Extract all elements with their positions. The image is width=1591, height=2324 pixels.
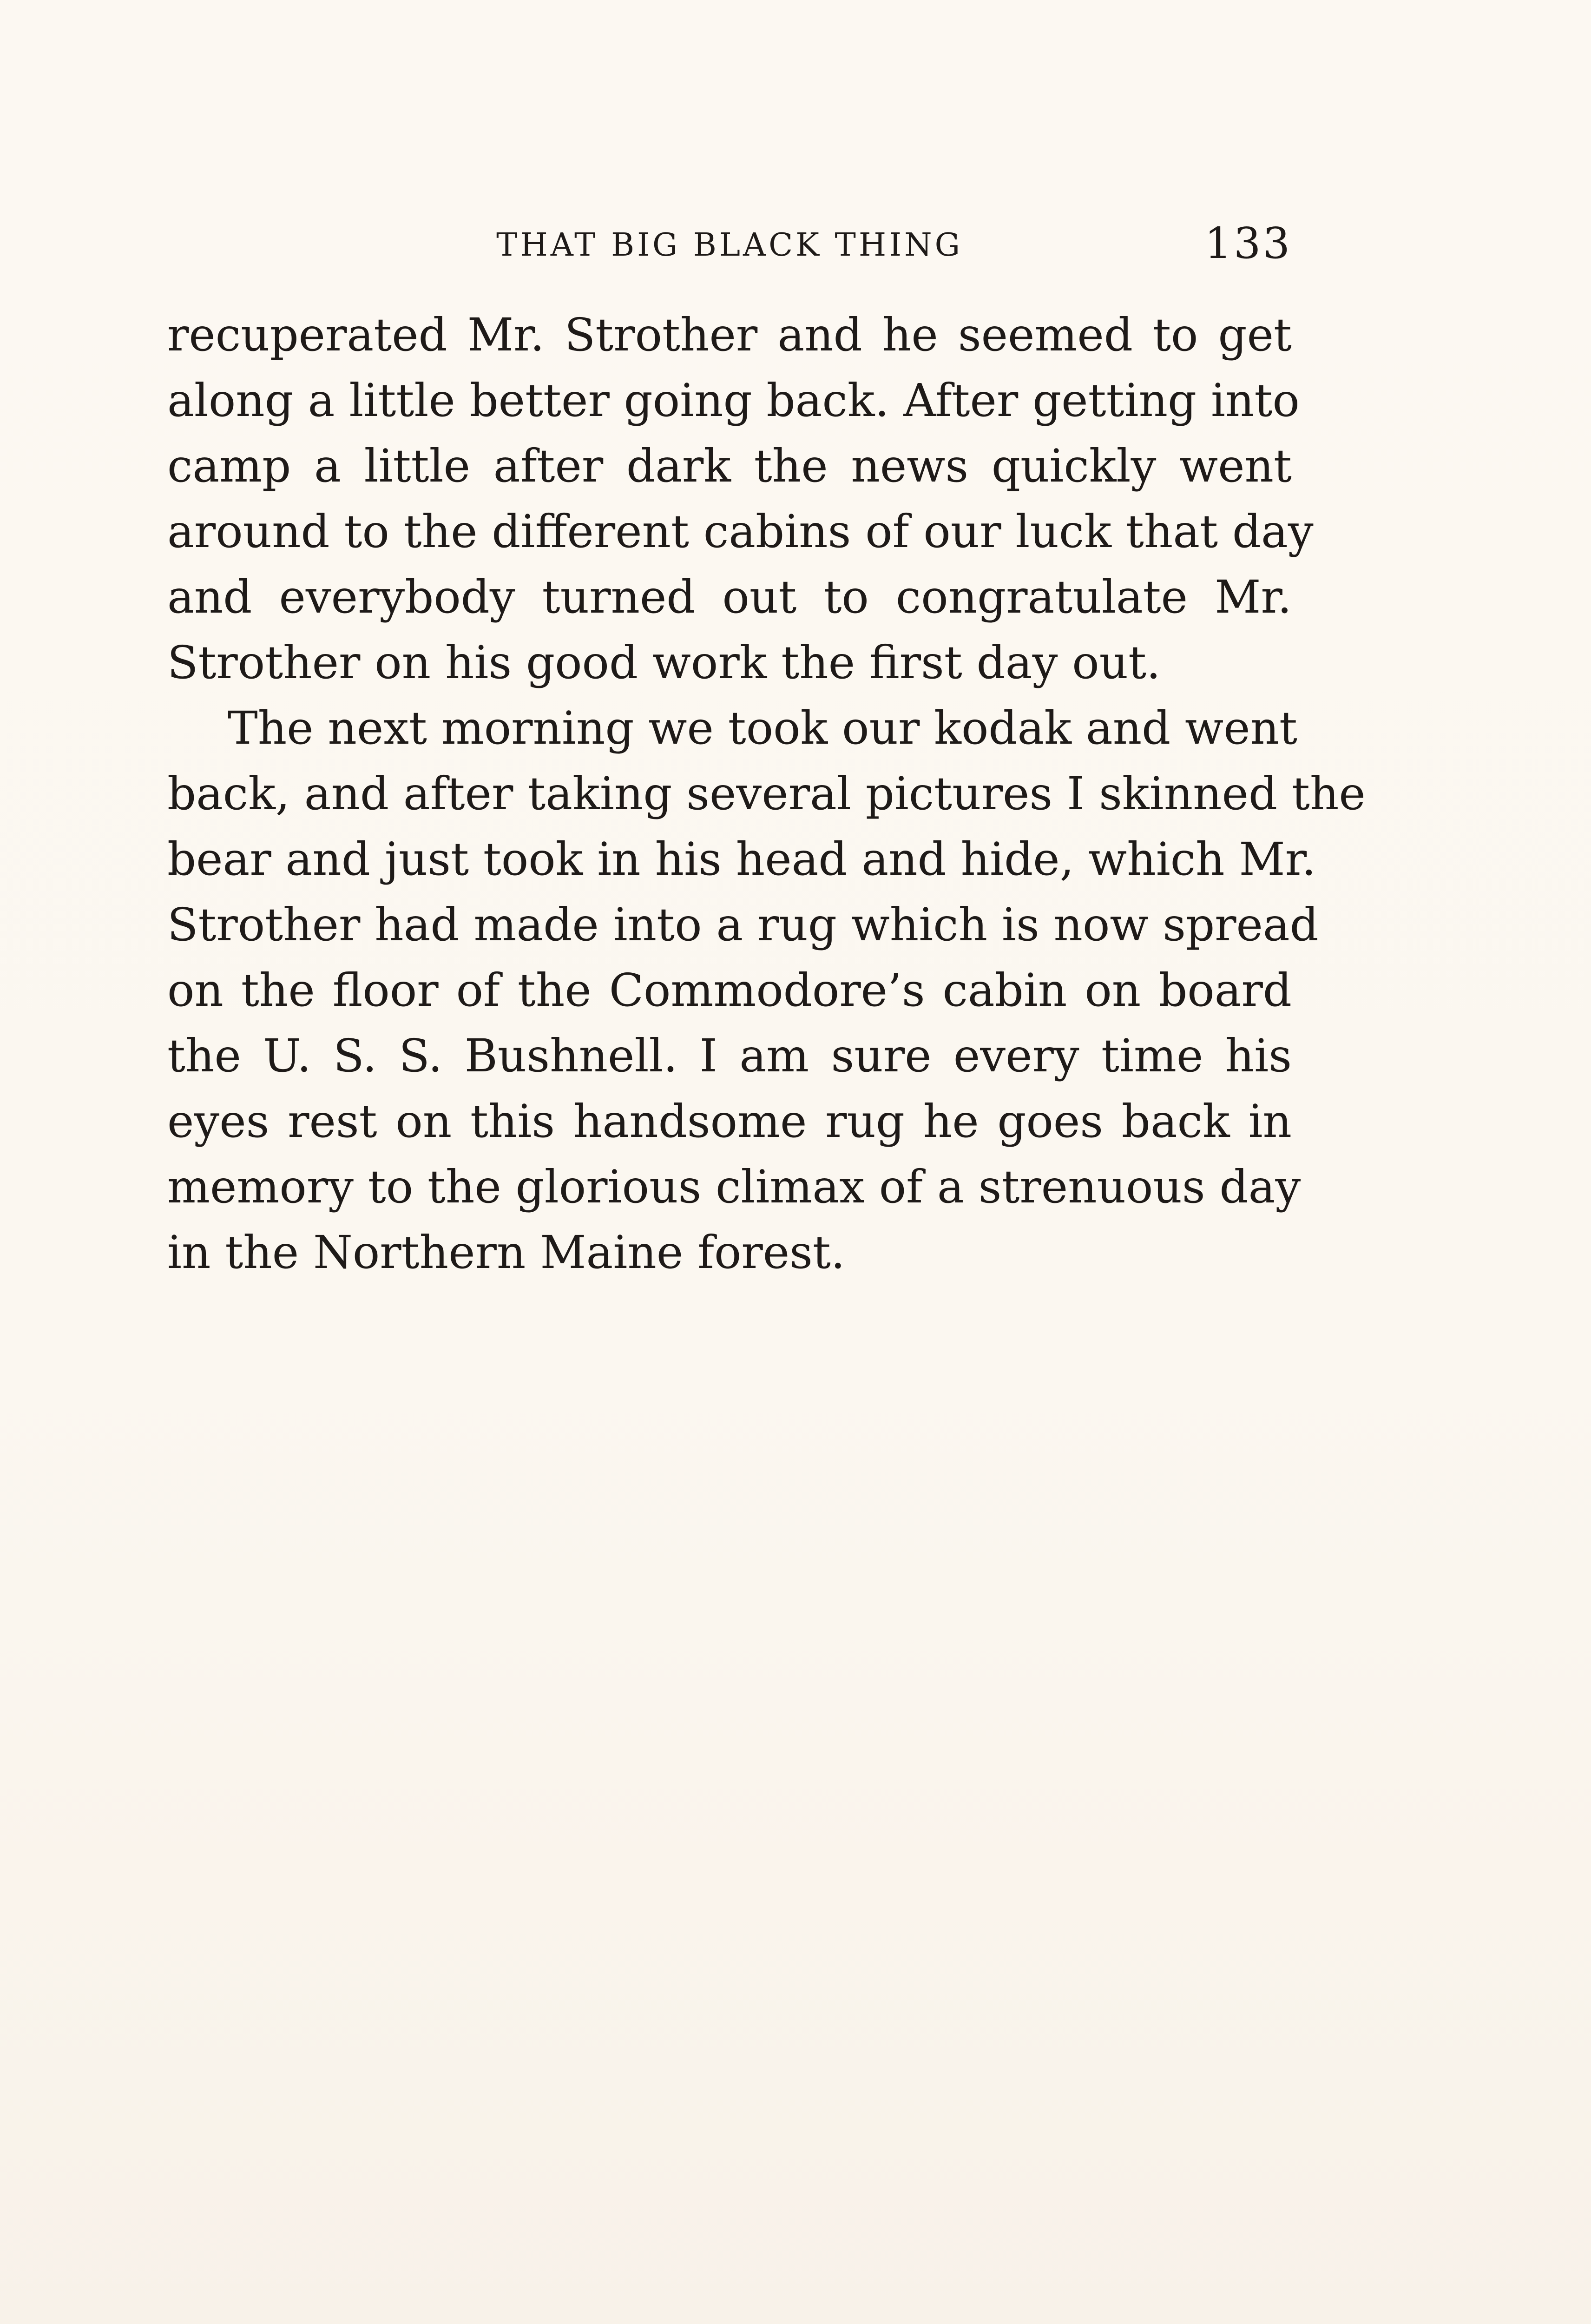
paragraph-1 [167, 302, 1314, 695]
paragraph-1-line-1: recuperated Mr. Strother and he seemed to get [167, 309, 1292, 361]
paragraph-2-line-1: The next morning we took our kodak and went [228, 702, 1297, 754]
paragraph-2-line-8: memory to the glorious climax of a strenuous day [167, 1161, 1301, 1213]
paragraph-1-line-4: around to the different cabins of our luck that day [167, 505, 1314, 558]
paragraph-1-line-5: and everybody turned out to congratulate Mr. [167, 571, 1292, 623]
paragraph-2 [167, 695, 1366, 1285]
paragraph-2-line-3: bear and just took in his head and hide, which Mr. [167, 833, 1316, 885]
paragraph-2-line-4: Strother had made into a rug which is now spread [167, 898, 1319, 951]
paragraph-2-line-5: on the floor of the Commodore’s cabin on board [167, 964, 1292, 1017]
running-head [167, 218, 1292, 274]
paragraph-1-line-6: Strother on his good work the first day out. [167, 636, 1161, 689]
paragraph-1-line-2: along a little better going back. After getting into [167, 374, 1300, 427]
paragraph-2-line-7: eyes rest on this handsome rug he goes back in [167, 1095, 1292, 1148]
page-number: 133 [1204, 218, 1292, 268]
running-title: THAT BIG BLACK THING [496, 227, 963, 264]
paragraph-2-line-6: the U. S. S. Bushnell. I am sure every time his [167, 1030, 1292, 1082]
paragraph-1-line-3: camp a little after dark the news quickly went [167, 440, 1292, 492]
paragraph-2-line-2: back, and after taking several pictures I skinned the [167, 767, 1366, 820]
paragraph-2-line-9: in the Northern Maine forest. [167, 1226, 845, 1279]
body-text [167, 302, 1366, 1285]
